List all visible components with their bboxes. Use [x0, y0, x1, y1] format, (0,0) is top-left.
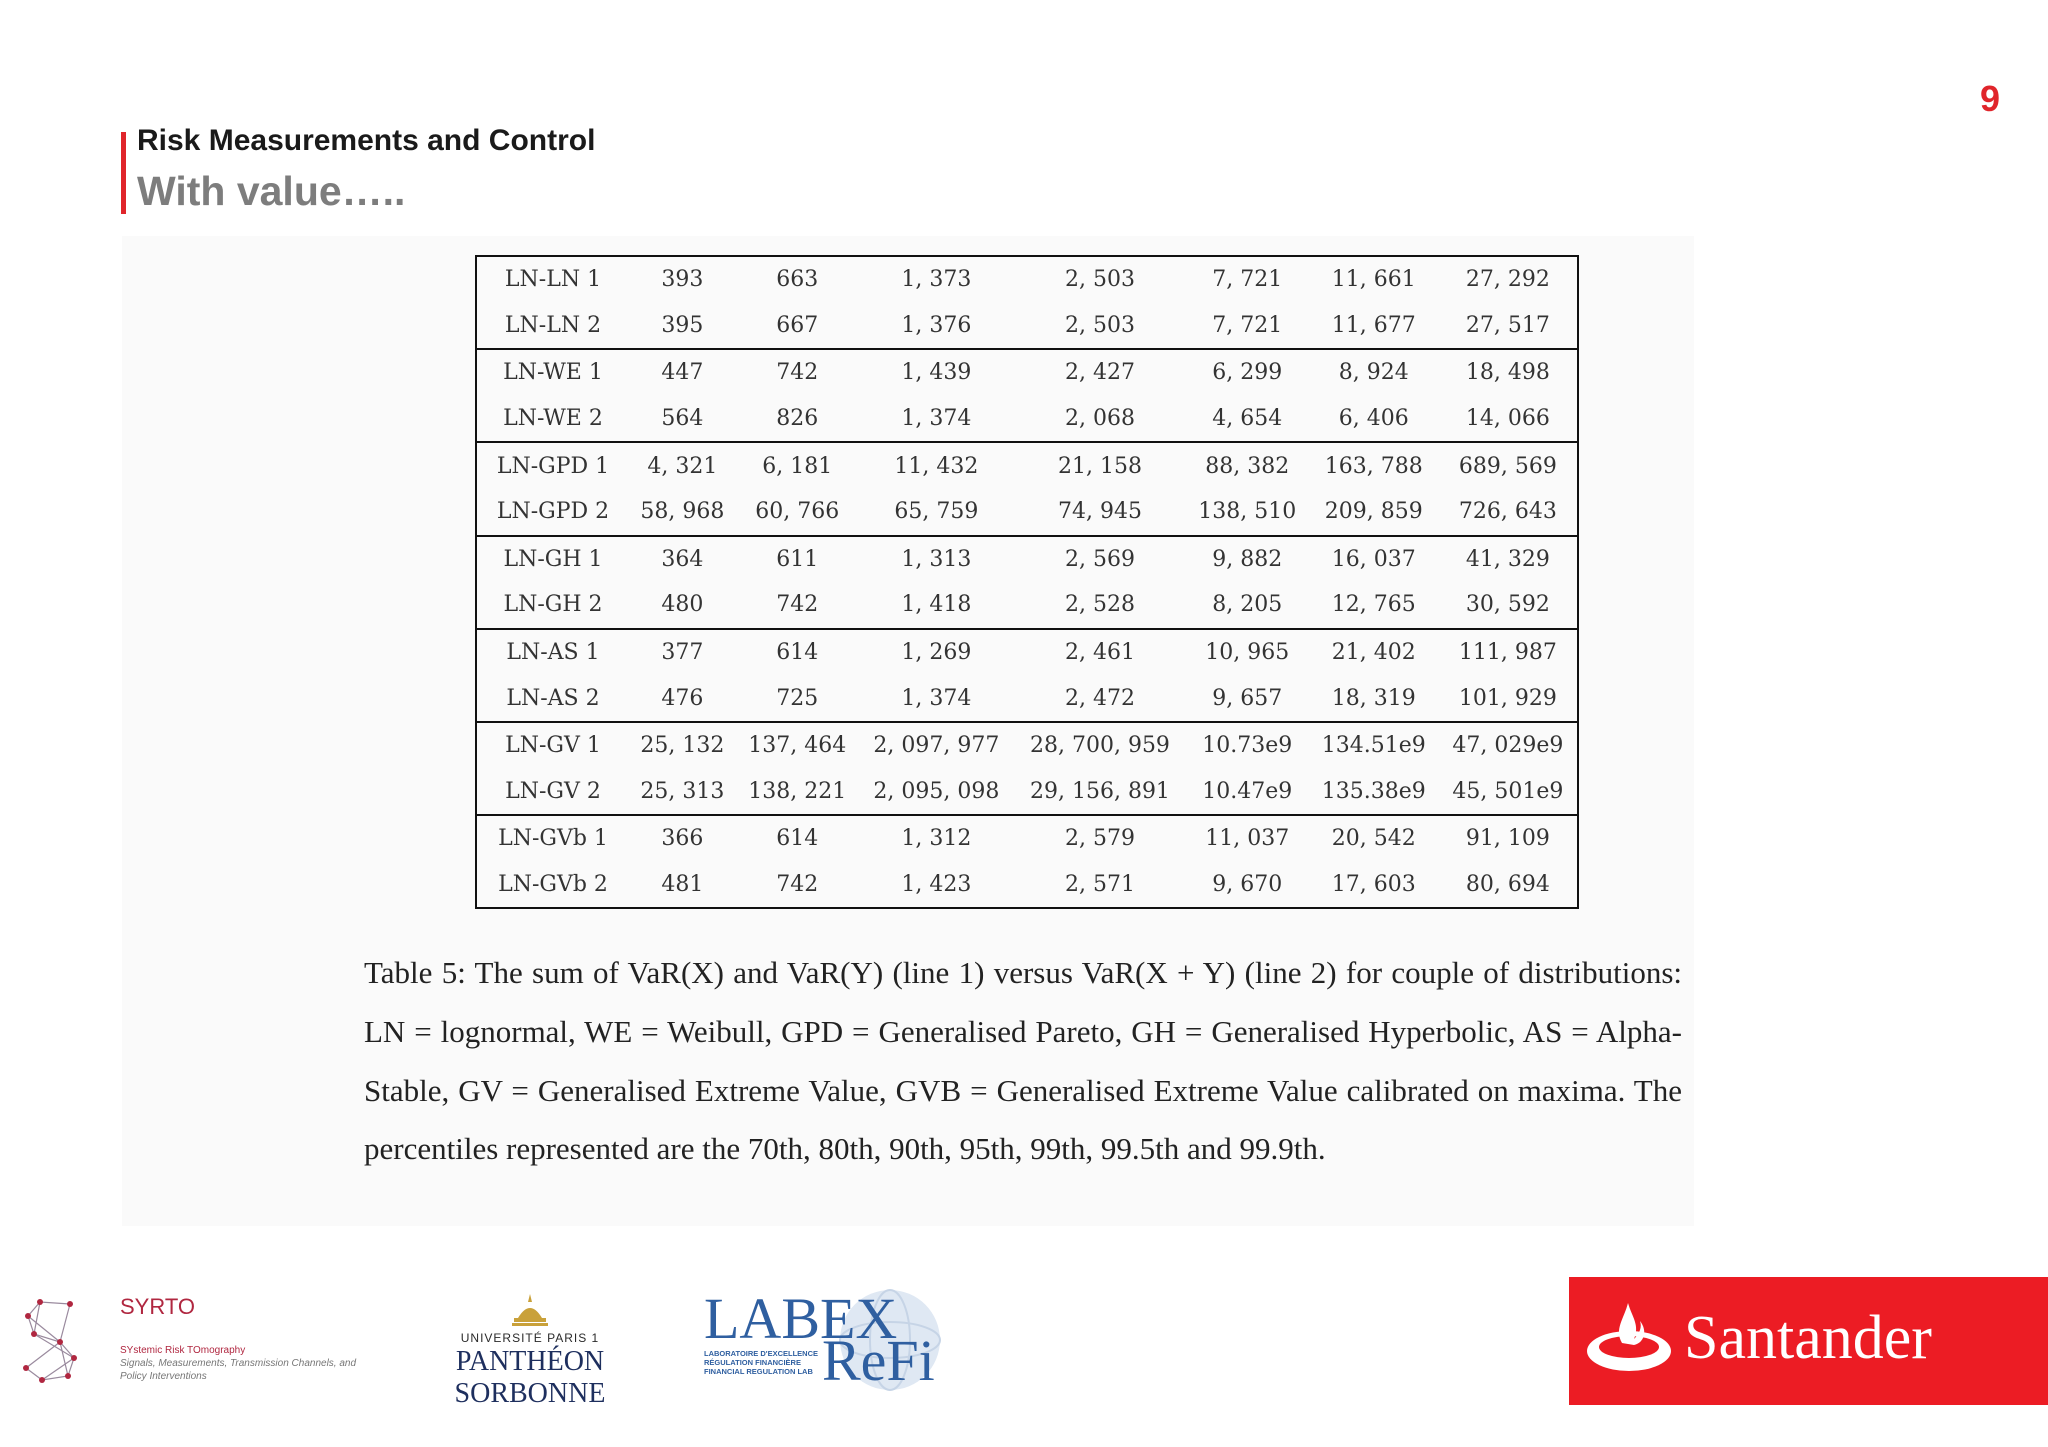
table-row [476, 629, 1578, 676]
table-cell: 1, 374 [901, 406, 972, 432]
table-cell: 667 [776, 312, 819, 338]
page-number: 9 [1979, 78, 2001, 119]
row-label: LN-WE 2 [503, 406, 603, 432]
row-label: LN-GPD 2 [496, 499, 610, 525]
table-cell: 9, 670 [1212, 872, 1283, 898]
row-label: LN-AS 2 [506, 685, 600, 711]
table-cell: 4, 654 [1212, 406, 1283, 432]
row-label: LN-WE 1 [476, 349, 629, 396]
table-cell: 11, 037 [1186, 815, 1309, 862]
table-cell: 209, 859 [1324, 499, 1423, 525]
row-label: LN-GH 1 [476, 536, 629, 583]
table-cell: 564 [661, 406, 704, 432]
table-cell: 393 [661, 267, 704, 293]
table-cell: 1, 376 [901, 312, 972, 338]
santander-logo [1569, 1277, 2048, 1405]
table-cell: 2, 472 [1064, 685, 1135, 711]
labex-wordmark: LABEX [704, 1286, 898, 1351]
syrto-tagline [120, 1344, 363, 1383]
labex-subtitle [704, 1349, 822, 1376]
table-row [476, 815, 1578, 862]
table-row [476, 303, 1578, 350]
pantheon-dome-icon [510, 1292, 550, 1330]
page-subtitle: With value….. [137, 168, 406, 214]
var-comparison-table [475, 255, 1579, 909]
table-cell: 2, 528 [1064, 592, 1135, 618]
row-label: LN-LN 2 [504, 312, 602, 338]
table-cell: 1, 373 [901, 267, 972, 293]
table-cell: 7, 721 [1212, 267, 1283, 293]
sorbonne-name-line: PANTHÉON SORBONNE [454, 1346, 606, 1409]
table-cell: 28, 700, 959 [1014, 722, 1186, 769]
table-cell: 1, 418 [901, 592, 972, 618]
table-cell: 1, 313 [859, 536, 1014, 583]
table-cell: 2, 068 [1064, 406, 1135, 432]
table-cell: 742 [776, 592, 819, 618]
table-cell: 30, 592 [1465, 592, 1550, 618]
table-row [476, 396, 1578, 443]
santander-wordmark: Santander [1684, 1304, 1932, 1372]
table-cell: 1, 439 [859, 349, 1014, 396]
syrto-tagline-detail: Signals, Measurements, Transmission Channels, and Policy Interventions [120, 1358, 357, 1382]
table-row [476, 582, 1578, 629]
table-cell: 60, 766 [755, 499, 840, 525]
table-cell: 45, 501e9 [1452, 778, 1564, 804]
table-row [476, 536, 1578, 583]
table-cell: 8, 205 [1212, 592, 1283, 618]
table-cell: 10.47e9 [1202, 778, 1293, 804]
sorbonne-university-line: UNIVERSITÉ PARIS 1 [460, 1331, 600, 1345]
table-cell: 4, 321 [629, 442, 736, 489]
table-cell: 447 [629, 349, 736, 396]
table-cell: 6, 299 [1186, 349, 1309, 396]
table-cell: 611 [736, 536, 859, 583]
table-cell: 726, 643 [1458, 499, 1557, 525]
table-cell: 9, 657 [1212, 685, 1283, 711]
table-row [476, 442, 1578, 489]
table-cell: 134.51e9 [1309, 722, 1439, 769]
table-cell: 25, 132 [629, 722, 736, 769]
table-cell: 11, 677 [1331, 312, 1416, 338]
table-cell: 2, 503 [1064, 312, 1135, 338]
labex-refi-logo [700, 1285, 960, 1395]
row-label: LN-GV 2 [505, 778, 601, 804]
table-cell: 12, 765 [1331, 592, 1416, 618]
table-cell: 27, 517 [1465, 312, 1550, 338]
table-cell: 689, 569 [1439, 442, 1578, 489]
table-cell: 138, 221 [748, 778, 847, 804]
table-cell: 135.38e9 [1321, 778, 1426, 804]
syrto-network-icon [20, 1296, 84, 1386]
table-cell: 137, 464 [736, 722, 859, 769]
table-cell: 17, 603 [1331, 872, 1416, 898]
syrto-name: SYRTO [120, 1294, 195, 1319]
table-cell: 2, 569 [1014, 536, 1186, 583]
table-cell: 11, 432 [859, 442, 1014, 489]
table-cell: 80, 694 [1465, 872, 1550, 898]
table-cell: 1, 374 [901, 685, 972, 711]
table-cell: 826 [776, 406, 819, 432]
table-cell: 41, 329 [1439, 536, 1578, 583]
table-caption: Table 5: The sum of VaR(X) and VaR(Y) (line 1) versus VaR(X + Y) (line 2) for couple of distributions: LN = lognormal, WE = Weibull, GPD = Generalised Pareto, GH = Generalised Hyperbolic, AS = Alpha-Stable, GV = Generalised Extreme Value, GVB = Generalised Extreme Value calibrated on maxima. The percentiles represented are the 70th, 80th, 90th, 95th, 99th, 99.5th and 99.9th. [364, 955, 1682, 1167]
table-cell: 27, 292 [1465, 267, 1550, 293]
table-cell: 2, 503 [1064, 267, 1135, 293]
table-cell: 6, 406 [1338, 406, 1409, 432]
row-label: LN-AS 1 [476, 629, 629, 676]
table-cell: 25, 313 [640, 778, 725, 804]
santander-flame-icon [1584, 1299, 1674, 1379]
table-cell: 10, 965 [1186, 629, 1309, 676]
table-cell: 91, 109 [1439, 815, 1578, 862]
table-cell: 16, 037 [1309, 536, 1439, 583]
row-label: LN-GVb 1 [476, 815, 629, 862]
table-cell: 14, 066 [1465, 406, 1550, 432]
table-cell: 18, 498 [1439, 349, 1578, 396]
table-cell: 21, 158 [1014, 442, 1186, 489]
table-cell: 1, 423 [901, 872, 972, 898]
table-cell: 2, 461 [1014, 629, 1186, 676]
row-label: LN-GVb 2 [498, 872, 608, 898]
table-cell: 74, 945 [1057, 499, 1142, 525]
table-cell: 1, 312 [859, 815, 1014, 862]
table-cell: 2, 427 [1014, 349, 1186, 396]
table-cell: 7, 721 [1212, 312, 1283, 338]
table-cell: 395 [661, 312, 704, 338]
table-cell: 377 [629, 629, 736, 676]
table-cell: 1, 269 [859, 629, 1014, 676]
table-row [476, 769, 1578, 816]
table-cell: 8, 924 [1309, 349, 1439, 396]
table-cell: 725 [776, 685, 819, 711]
table-cell: 614 [736, 815, 859, 862]
table-cell: 21, 402 [1309, 629, 1439, 676]
row-label: LN-GH 2 [503, 592, 603, 618]
table-cell: 29, 156, 891 [1029, 778, 1170, 804]
table-cell: 111, 987 [1439, 629, 1578, 676]
table-cell: 663 [776, 267, 819, 293]
row-label: LN-GPD 1 [476, 442, 629, 489]
table-cell: 481 [661, 872, 704, 898]
table-cell: 9, 882 [1186, 536, 1309, 583]
table-cell: 58, 968 [640, 499, 725, 525]
table-row [476, 256, 1578, 303]
table-cell: 10.73e9 [1186, 722, 1309, 769]
table-row [476, 489, 1578, 536]
labex-subtitle-text: LABORATOIRE D'EXCELLENCE RÉGULATION FINANCIÈRE FINANCIAL REGULATION LAB [704, 1349, 819, 1376]
table-cell: 163, 788 [1309, 442, 1439, 489]
table-cell: 480 [661, 592, 704, 618]
table-cell: 742 [736, 349, 859, 396]
table-cell: 2, 097, 977 [859, 722, 1014, 769]
row-label: LN-LN 1 [504, 267, 602, 293]
table-row [476, 349, 1578, 396]
table-cell: 20, 542 [1309, 815, 1439, 862]
table-cell: 2, 571 [1064, 872, 1135, 898]
table-cell: 476 [661, 685, 704, 711]
table-row [476, 862, 1578, 909]
refi-wordmark: ReFi [822, 1328, 935, 1393]
syrto-tagline-title: SYstemic Risk TOmography [120, 1345, 246, 1356]
table-row [476, 675, 1578, 722]
table-cell: 65, 759 [894, 499, 979, 525]
table-cell: 18, 319 [1331, 685, 1416, 711]
table-cell: 2, 095, 098 [873, 778, 1000, 804]
table-cell: 366 [629, 815, 736, 862]
page-title: Risk Measurements and Control [137, 124, 596, 157]
table-cell: 2, 579 [1014, 815, 1186, 862]
table-cell: 88, 382 [1186, 442, 1309, 489]
pantheon-sorbonne-logo [390, 1290, 670, 1409]
table-cell: 6, 181 [736, 442, 859, 489]
table-cell: 11, 661 [1331, 267, 1416, 293]
syrto-logo [18, 1290, 363, 1390]
table-cell: 101, 929 [1458, 685, 1557, 711]
title-accent-bar [121, 132, 126, 214]
table-cell: 138, 510 [1198, 499, 1297, 525]
table-cell: 742 [776, 872, 819, 898]
table-cell: 364 [629, 536, 736, 583]
row-label: LN-GV 1 [476, 722, 629, 769]
table-cell: 614 [736, 629, 859, 676]
table-cell: 47, 029e9 [1439, 722, 1578, 769]
table-row [476, 722, 1578, 769]
